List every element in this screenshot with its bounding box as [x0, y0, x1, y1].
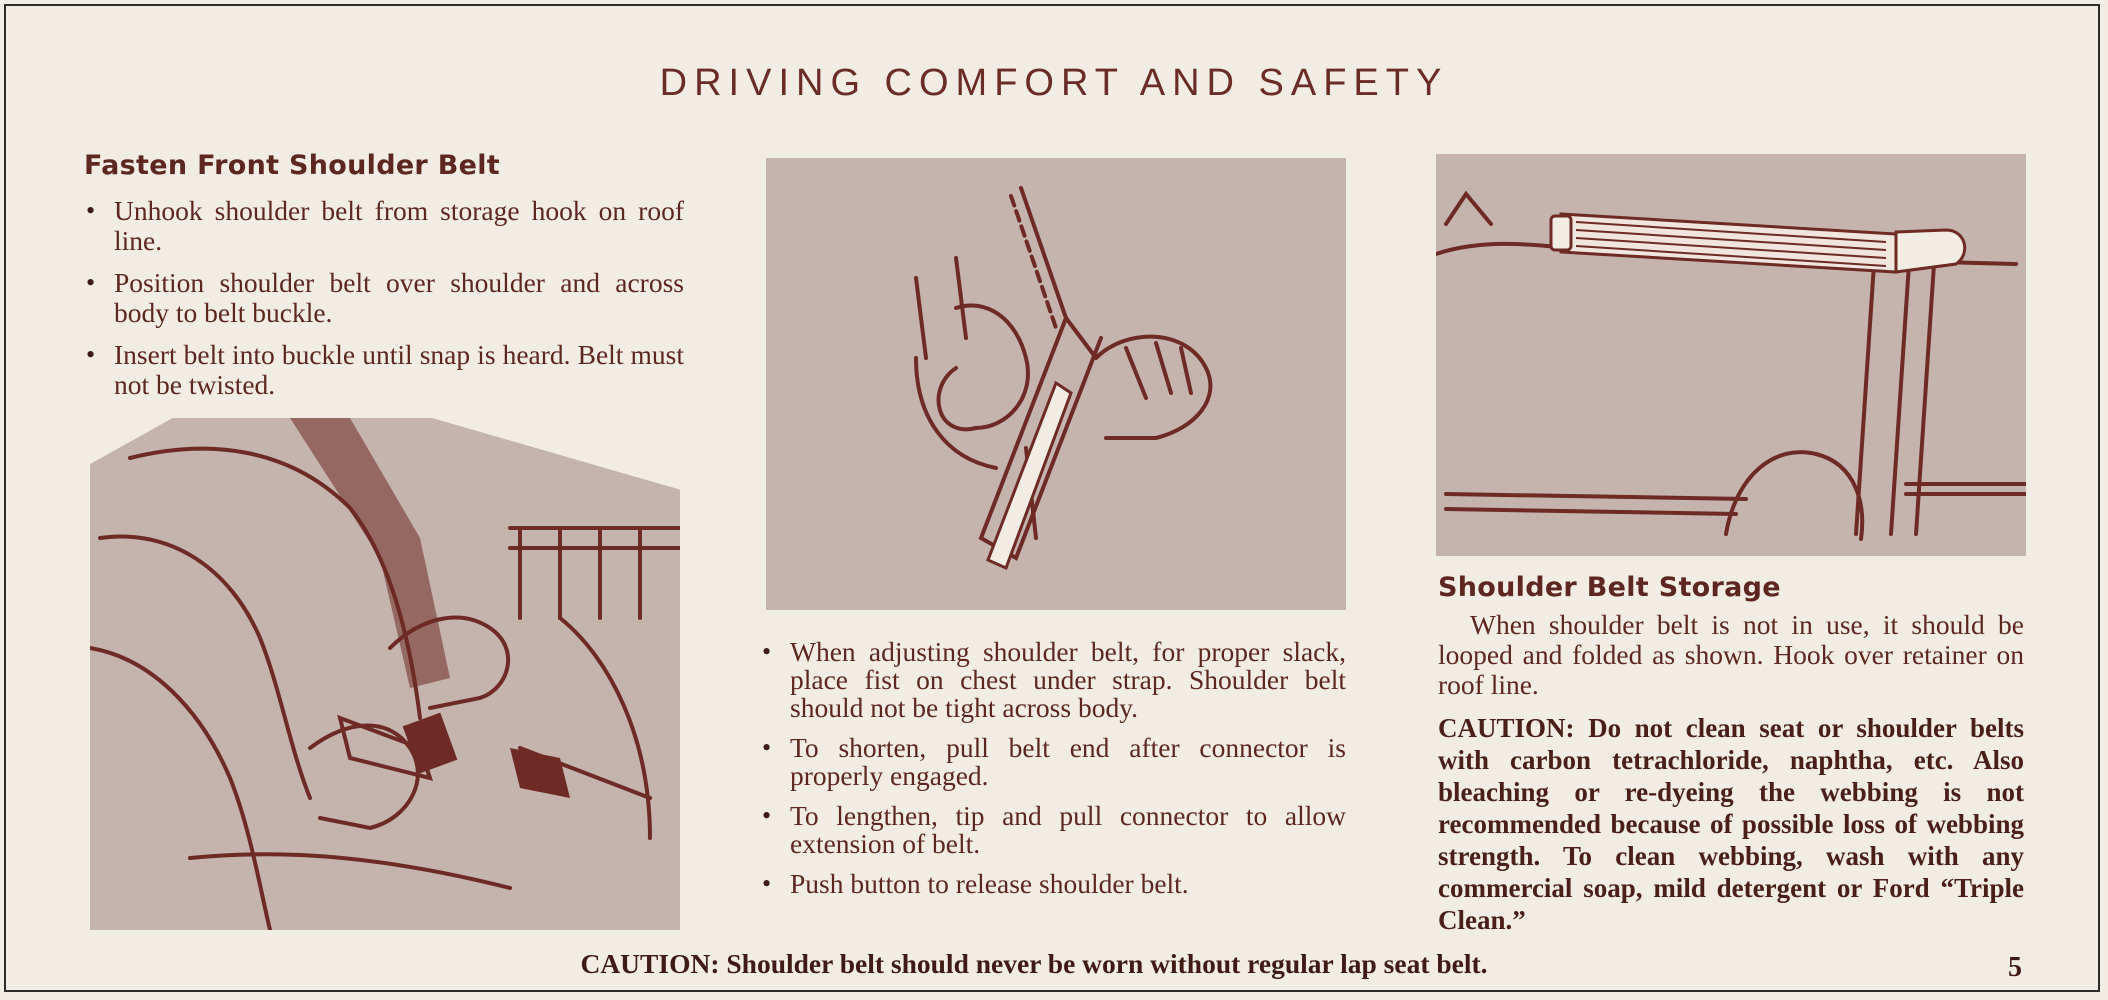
- list-item: • To lengthen, tip and pull connector to allow extension of belt.: [760, 802, 1346, 858]
- storage-text: When shoulder belt is not in use, it should be looped and folded as shown. Hook over retainer on roof line.: [1438, 609, 2024, 700]
- belt-storage-drawing: [1436, 154, 2026, 556]
- list-item: • Position shoulder belt over shoulder and across body to belt buckle.: [84, 268, 684, 328]
- fastening-belt-drawing: [90, 418, 680, 930]
- adjusting-belt-list: [760, 638, 1346, 910]
- page-number: 5: [2008, 952, 2022, 983]
- fasten-belt-heading: Fasten Front Shoulder Belt: [84, 150, 501, 181]
- adjusting-belt-illustration: [766, 158, 1346, 610]
- lap-belt-caution: CAUTION: Shoulder belt should never be worn without regular lap seat belt.: [580, 948, 1488, 979]
- list-item: • When adjusting shoulder belt, for proper slack, place fist on chest under strap. Shoulder belt should not be tight across body.: [760, 638, 1346, 722]
- fasten-belt-list: [84, 196, 684, 412]
- page-title: DRIVING COMFORT AND SAFETY: [659, 62, 1449, 104]
- list-item: • To shorten, pull belt end after connector is properly engaged.: [760, 734, 1346, 790]
- list-item: • Insert belt into buckle until snap is heard. Belt must not be twisted.: [84, 340, 684, 400]
- cleaning-caution: CAUTION: Do not clean seat or shoulder belts with carbon tetrachloride, naphtha, etc. Also bleaching or re-dyeing the webbing is not recommended because of possible loss of webbing strength. To clean webbing, wash with any commercial soap, mild detergent or Ford “Triple Clean.”: [1438, 713, 2024, 935]
- adjusting-belt-drawing: [766, 158, 1346, 610]
- list-item: • Push button to release shoulder belt.: [760, 870, 1346, 898]
- belt-storage-illustration: [1436, 154, 2026, 556]
- storage-heading: Shoulder Belt Storage: [1438, 572, 1781, 603]
- list-item: • Unhook shoulder belt from storage hook on roof line.: [84, 196, 684, 256]
- fastening-belt-illustration: [90, 418, 680, 930]
